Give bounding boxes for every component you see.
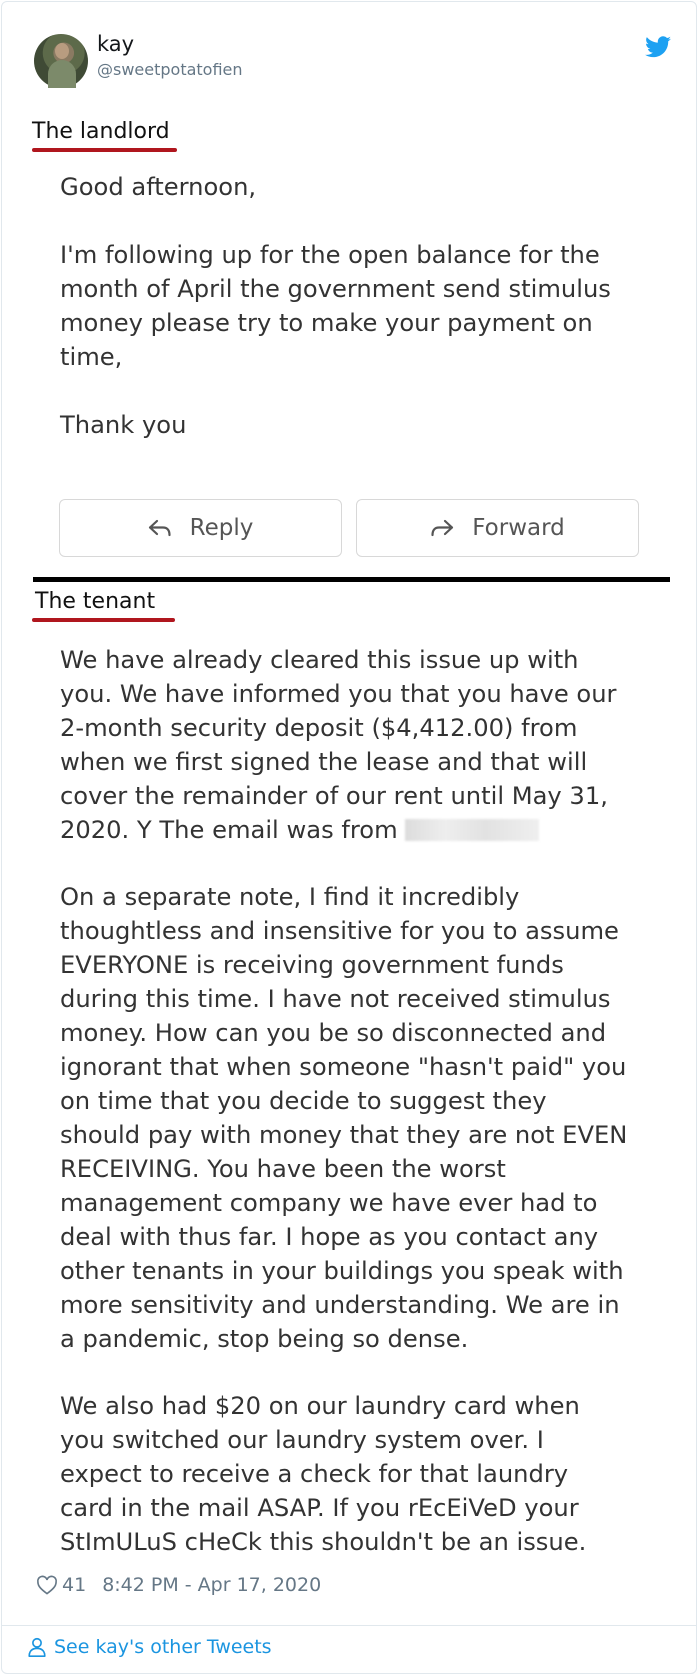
tweet-card [1,1,697,1674]
tenant-paragraph-1 [60,643,616,847]
tweet-timestamp[interactable]: 8:42 PM - Apr 17, 2020 [102,1574,322,1596]
forward-button[interactable] [356,499,639,557]
other-tweets-label[interactable]: See kay's other Tweets [54,1636,272,1658]
reply-button[interactable] [59,499,342,557]
avatar[interactable] [34,34,88,88]
tenant-label: The tenant [35,589,156,614]
user-handle[interactable]: @sweetpotatofien [97,60,243,79]
landlord-underline [32,148,177,152]
reply-icon [148,519,172,537]
tweet-meta [36,1574,321,1596]
landlord-greeting: Good afternoon, [60,173,257,201]
twitter-bird-icon[interactable] [645,36,671,58]
user-icon [26,1636,48,1658]
other-tweets-link[interactable] [26,1636,272,1658]
reply-label: Reply [189,515,254,541]
tenant-underline [32,618,175,622]
tenant-paragraph-2: On a separate note, I find it incredibly thoughtless and insensitive for you to assume EVERYONE is receiving government funds during this time. I have not received stimulus money. How can you be so disconnected and ignorant that when someone "hasn't paid" you on time that you decide to suggest they should pay with money that they are not EVEN RECEIVING. You have been the worst management company we have ever had to deal with thus far. I hope as you contact any other tenants in your buildings you speak with more sensitivity and understanding. We are in a pandemic, stop being so dense. [60,883,628,1353]
like-count[interactable]: 41 [62,1574,87,1596]
forward-icon [430,519,454,537]
landlord-label: The landlord [32,119,170,144]
heart-icon[interactable] [36,1575,58,1595]
tenant-paragraph-1-text: We have already cleared this issue up with you. We have informed you that you have our 2-month security deposit ($4,412.00) from when we first signed the lease and that will cover the remainder of our rent until May 31, 2020. Y The email was from [60,646,617,844]
landlord-closing: Thank you [60,411,187,439]
user-name[interactable]: kay [97,32,135,56]
tenant-paragraph-3: We also had $20 on our laundry card when you switched our laundry system over. I expect to receive a check for that laundry card in the mail ASAP. If you rEcEiVeD your StImULuS cHeCk this shouldn't be an issue. [60,1392,587,1556]
footer-divider [1,1625,697,1626]
section-divider [33,577,670,582]
redacted-email [405,819,539,841]
landlord-body: I'm following up for the open balance for the month of April the government send stimulus money please try to make your payment on time, [60,241,611,371]
forward-label: Forward [472,515,565,541]
